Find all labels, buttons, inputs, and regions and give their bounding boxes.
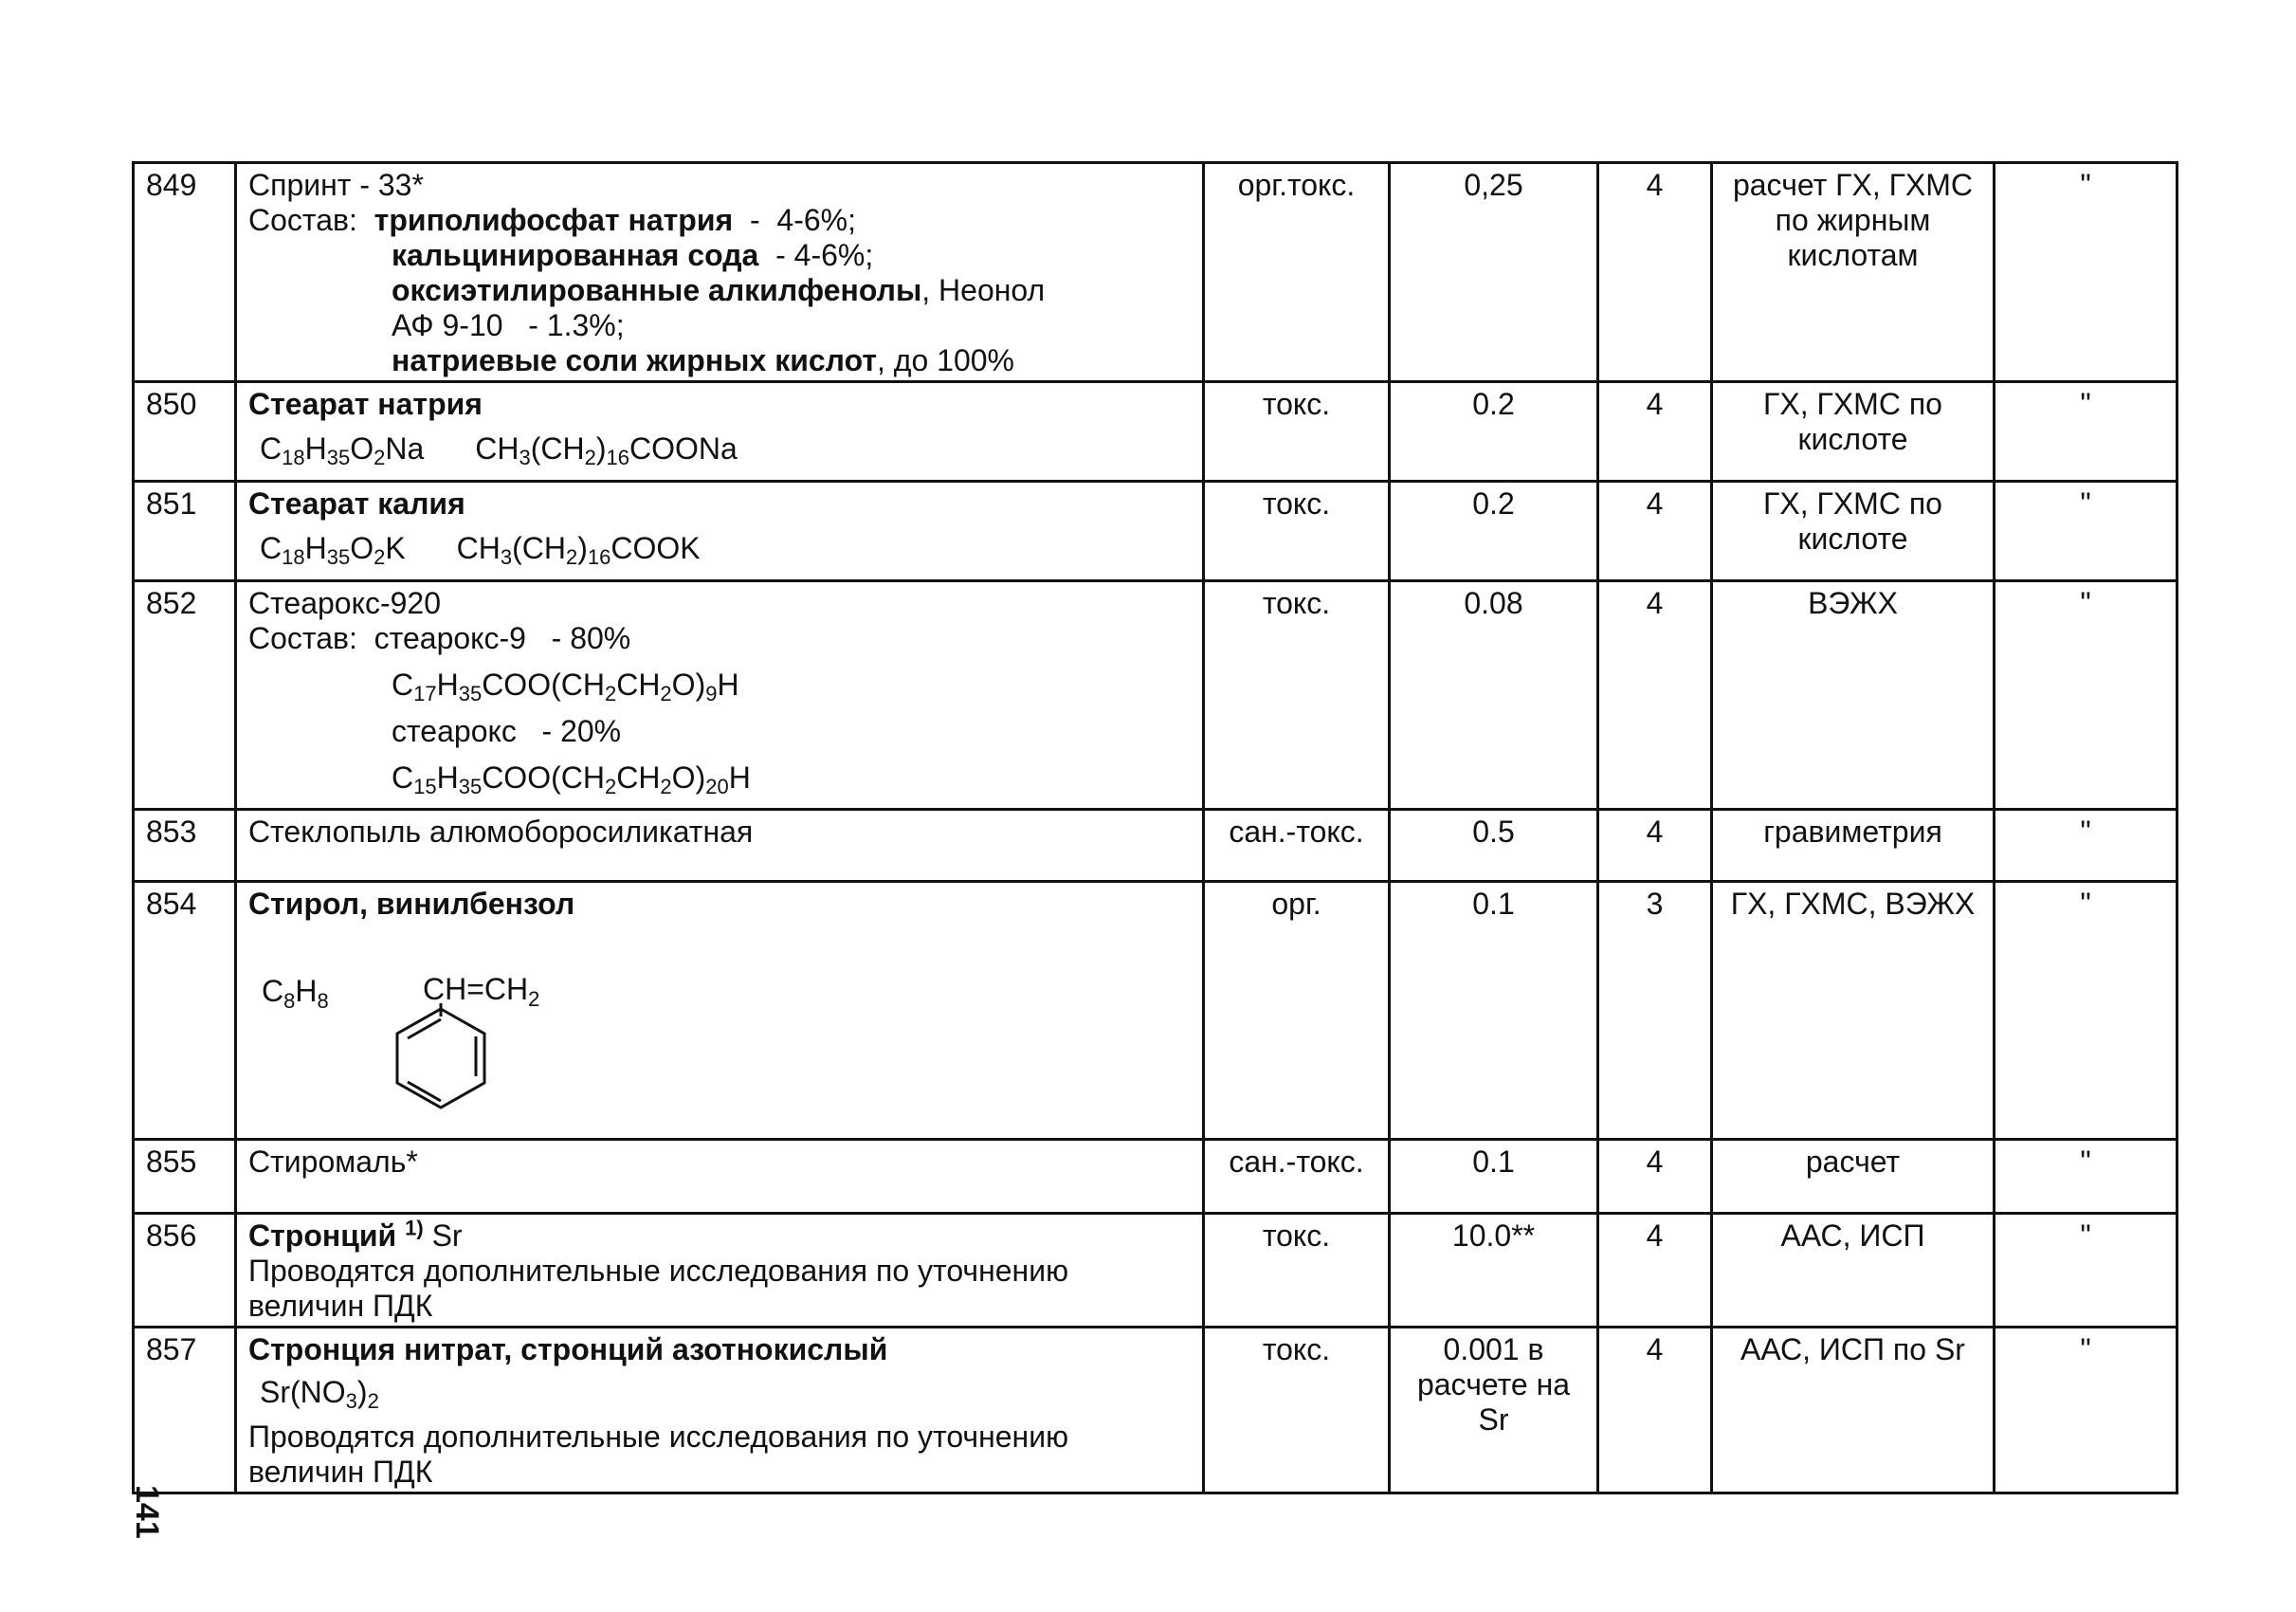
pdk-cell: 0.001 в расчете на Sr — [1390, 1328, 1598, 1493]
method-cell: ААС, ИСП по Sr — [1712, 1328, 1995, 1493]
table-row — [134, 882, 2178, 1140]
hazard-cell: сан.-токс. — [1204, 810, 1390, 882]
mark-cell: " — [1995, 482, 2178, 581]
benzene-ring-diagram — [248, 922, 628, 1111]
mark-cell: " — [1995, 581, 2178, 810]
mark-cell: " — [1995, 382, 2178, 482]
row-number: 857 — [134, 1328, 236, 1493]
row-number: 854 — [134, 882, 236, 1140]
styrene-structure — [248, 922, 1191, 1111]
page-number: 141 — [129, 1485, 165, 1539]
row-number: 849 — [134, 163, 236, 382]
method-cell: ГХ, ГХМС по кислоте — [1712, 382, 1995, 482]
row-number: 851 — [134, 482, 236, 581]
element-symbol: Sr — [431, 1218, 463, 1253]
substance-name: Стронций — [248, 1218, 397, 1253]
vinyl-group: $CH=CH_2$ — [423, 972, 540, 1011]
method-cell: расчет ГХ, ГХМС по жирным кислотам — [1712, 163, 1995, 382]
row-number: 850 — [134, 382, 236, 482]
method-cell: ГХ, ГХМС, ВЭЖХ — [1712, 882, 1995, 1140]
substance-name: Стронция нитрат, стронций азотнокислый — [248, 1332, 888, 1366]
row-number: 856 — [134, 1214, 236, 1328]
substance-name: Стирол, винилбензол — [248, 887, 575, 921]
pdk-cell: 0.1 — [1390, 1140, 1598, 1214]
mark-cell: " — [1995, 1328, 2178, 1493]
substance-name: Стеарат калия — [248, 486, 465, 521]
substance-cell — [236, 1328, 1204, 1493]
pdk-cell: 0.08 — [1390, 581, 1598, 810]
table-row — [134, 382, 2178, 482]
class-cell: 4 — [1598, 1214, 1712, 1328]
substance-cell: Стеарокс-920 Состав: стеарокс-9 - 80% $C_{17}H_{35}COO(CH_2CH_2O)_9H$ стеарокс - 20% $C_{15}H_{35}COO(CH_2CH_2O)_{20}H$ — [236, 581, 1204, 810]
mark-cell: " — [1995, 882, 2178, 1140]
table-row — [134, 1214, 2178, 1328]
method-cell: расчет — [1712, 1140, 1995, 1214]
hazard-cell: токс. — [1204, 1328, 1390, 1493]
hazard-cell: токс. — [1204, 482, 1390, 581]
class-cell: 3 — [1598, 882, 1712, 1140]
substance-table — [132, 161, 2178, 1494]
formula: $Sr(NO_3)_2$ — [260, 1375, 379, 1413]
table-row — [134, 163, 2178, 382]
row-number: 853 — [134, 810, 236, 882]
substance-cell: Спринт - 33* Состав: триполифосфат натрия - 4-6%; кальцинированная сода - 4-6%; оксиэтилированные алкилфенолы, Неонол АФ 9-10 - 1.3%; натриевые соли жирных кислот, до 100% — [236, 163, 1204, 382]
table-row — [134, 581, 2178, 810]
class-cell: 4 — [1598, 382, 1712, 482]
pdk-cell: 0.2 — [1390, 482, 1598, 581]
formula: $C_{18}H_{35}O_2K$ $CH_3(CH_2)_{16}COOK$ — [260, 531, 701, 569]
class-cell: 4 — [1598, 1140, 1712, 1214]
table-row — [134, 810, 2178, 882]
pdk-note: Проводятся дополнительные исследования по уточнению величин ПДК — [248, 1254, 1069, 1323]
table-row — [134, 1328, 2178, 1493]
formula: $C_{15}H_{35}COO(CH_2CH_2O)_{20}H$ — [392, 760, 751, 798]
formula: $C_{18}H_{35}O_2Na$ $CH_3(CH_2)_{16}COONa$ — [260, 431, 738, 469]
hazard-cell: токс. — [1204, 1214, 1390, 1328]
pdk-cell: 0.1 — [1390, 882, 1598, 1140]
pdk-cell: 0.2 — [1390, 382, 1598, 482]
substance-name: Стиромаль* — [236, 1140, 1204, 1214]
substance-name: Стеарат натрия — [248, 387, 483, 421]
method-cell: ВЭЖХ — [1712, 581, 1995, 810]
substance-cell — [236, 382, 1204, 482]
mark-cell: " — [1995, 810, 2178, 882]
method-cell: ААС, ИСП — [1712, 1214, 1995, 1328]
formula: $C_{17}H_{35}COO(CH_2CH_2O)_9H$ — [392, 668, 739, 705]
row-number: 855 — [134, 1140, 236, 1214]
class-cell: 4 — [1598, 163, 1712, 382]
mark-cell: " — [1995, 163, 2178, 382]
hazard-cell: орг.токс. — [1204, 163, 1390, 382]
class-cell: 4 — [1598, 581, 1712, 810]
substance-cell — [236, 482, 1204, 581]
hazard-cell: токс. — [1204, 382, 1390, 482]
composition-label: Состав: — [248, 621, 357, 655]
class-cell: 4 — [1598, 1328, 1712, 1493]
substance-cell — [236, 1214, 1204, 1328]
substance-name: Стеклопыль алюмоборосиликатная — [236, 810, 1204, 882]
formula-c8h8: $C_8H_8$ — [262, 974, 329, 1013]
pdk-cell: 0,25 — [1390, 163, 1598, 382]
composition-label: Состав: — [248, 203, 357, 237]
pdk-cell: 10.0** — [1390, 1214, 1598, 1328]
substance-name: Стеарокс-920 — [248, 586, 441, 620]
footnote-ref: 1) — [405, 1216, 424, 1240]
table-row — [134, 1140, 2178, 1214]
mark-cell: " — [1995, 1214, 2178, 1328]
pdk-note: Проводятся дополнительные исследования по уточнению величин ПДК — [248, 1420, 1069, 1489]
class-cell: 4 — [1598, 810, 1712, 882]
row-number: 852 — [134, 581, 236, 810]
hazard-cell: орг. — [1204, 882, 1390, 1140]
substance-cell — [236, 882, 1204, 1140]
hazard-cell: токс. — [1204, 581, 1390, 810]
method-cell: гравиметрия — [1712, 810, 1995, 882]
table-row — [134, 482, 2178, 581]
pdk-cell: 0.5 — [1390, 810, 1598, 882]
hazard-cell: сан.-токс. — [1204, 1140, 1390, 1214]
substance-name: Спринт - 33* — [248, 168, 424, 202]
class-cell: 4 — [1598, 482, 1712, 581]
mark-cell: " — [1995, 1140, 2178, 1214]
method-cell: ГХ, ГХМС по кислоте — [1712, 482, 1995, 581]
